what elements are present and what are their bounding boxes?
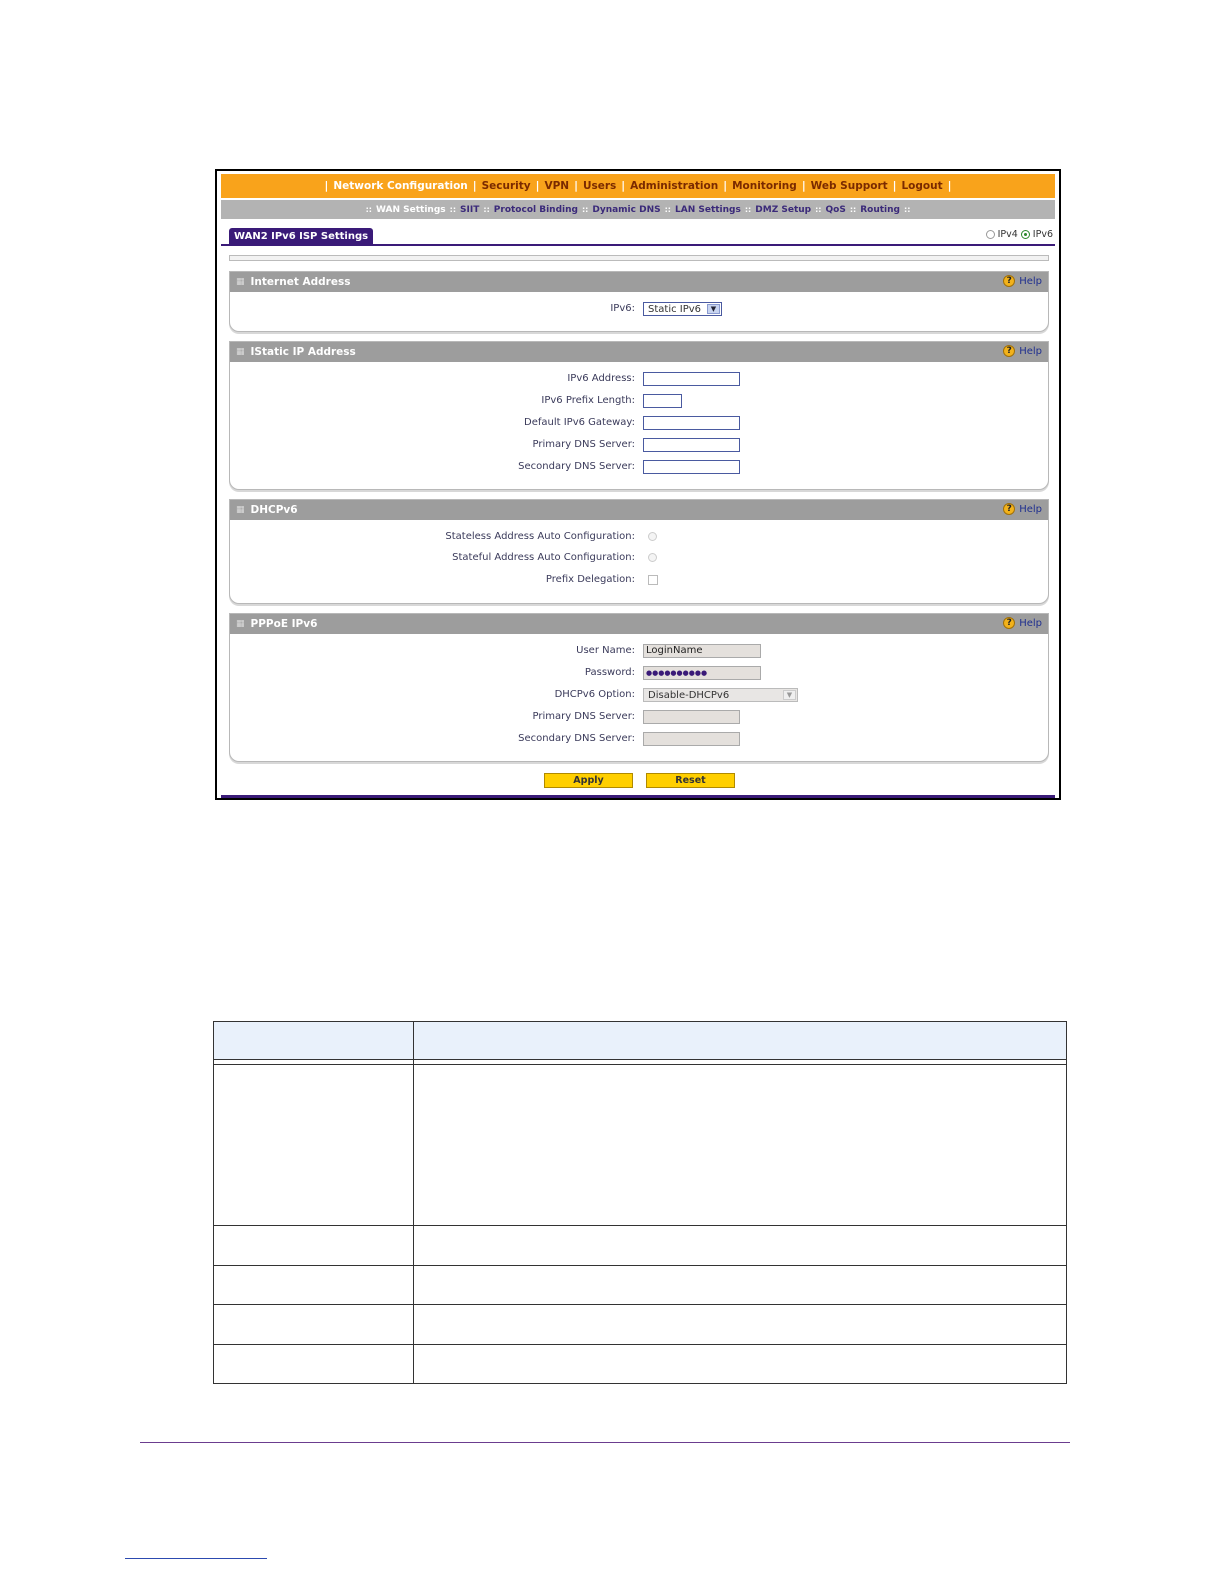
prefix-delegation-checkbox[interactable]: [648, 575, 658, 585]
help-link[interactable]: [1003, 275, 1042, 287]
user-name-input[interactable]: LoginName: [643, 644, 761, 658]
table-cell: [414, 1266, 1067, 1305]
section-title: DHCPv6: [250, 504, 298, 516]
password-input[interactable]: ●●●●●●●●●●: [643, 666, 761, 680]
section-title: IStatic IP Address: [250, 346, 356, 358]
secondary-dns-row: [230, 460, 1048, 476]
nav-vpn[interactable]: VPN: [544, 180, 570, 192]
table-cell: [214, 1266, 414, 1305]
gateway-input[interactable]: [643, 416, 740, 430]
primary-dns-row: [230, 438, 1048, 454]
stateless-radio[interactable]: [648, 532, 657, 541]
ipv6-radio[interactable]: [1021, 230, 1030, 239]
nav-security[interactable]: Security: [481, 180, 531, 192]
table-cell: [414, 1065, 1067, 1226]
ipv6-address-label: IPv6 Address:: [567, 373, 635, 384]
stateless-row: [230, 530, 1048, 546]
ipv6-address-input[interactable]: [643, 372, 740, 386]
stateful-row: [230, 551, 1048, 567]
subnav-siit[interactable]: SIIT: [460, 204, 480, 215]
sub-navigation: [221, 200, 1055, 219]
tab-wan2-ipv6-isp-settings[interactable]: WAN2 IPv6 ISP Settings: [229, 228, 373, 245]
prefix-delegation-row: [230, 573, 1048, 589]
nav-network-configuration[interactable]: Network Configuration: [333, 180, 468, 192]
nav-administration[interactable]: Administration: [630, 180, 719, 192]
pppoe-primary-dns-label: Primary DNS Server:: [532, 711, 635, 722]
table-cell: [214, 1345, 414, 1384]
ipv6-address-row: [230, 372, 1048, 388]
help-link[interactable]: [1003, 617, 1042, 629]
chevron-down-icon: ▼: [707, 304, 720, 314]
chevron-down-icon: ▼: [783, 690, 796, 700]
nav-separator: |: [892, 180, 897, 192]
subnav-separator: ::: [744, 205, 752, 214]
nav-separator: |: [472, 180, 477, 192]
message-bar: [229, 255, 1049, 261]
prefix-length-input[interactable]: [643, 394, 682, 408]
help-icon: ?: [1003, 503, 1015, 515]
pppoe-primary-dns-input[interactable]: [643, 710, 740, 724]
subnav-separator: ::: [815, 205, 822, 214]
ipv6-mode-label: IPv6:: [610, 303, 635, 314]
stateful-radio[interactable]: [648, 553, 657, 562]
table-row: [214, 1345, 1067, 1384]
subnav-wan-settings[interactable]: WAN Settings: [376, 204, 446, 215]
subnav-qos[interactable]: QoS: [825, 204, 846, 215]
stateless-label: Stateless Address Auto Configuration:: [445, 531, 635, 542]
user-name-row: [230, 644, 1048, 660]
ip-version-selector: [986, 229, 1053, 240]
nav-separator: |: [535, 180, 540, 192]
dhcpv6-option-label: DHCPv6 Option:: [554, 689, 635, 700]
nav-logout[interactable]: Logout: [901, 180, 943, 192]
table-cell: [414, 1345, 1067, 1384]
nav-monitoring[interactable]: Monitoring: [732, 180, 797, 192]
prefix-length-label: IPv6 Prefix Length:: [541, 395, 635, 406]
primary-dns-label: Primary DNS Server:: [532, 439, 635, 450]
prefix-delegation-label: Prefix Delegation:: [545, 574, 635, 585]
pppoe-ipv6-section: [229, 613, 1049, 762]
grip-icon: ▦: [236, 277, 245, 287]
section-header: [230, 500, 1048, 520]
section-header: [230, 342, 1048, 362]
help-label: Help: [1019, 275, 1042, 287]
nav-separator: |: [621, 180, 626, 192]
secondary-dns-label: Secondary DNS Server:: [518, 461, 635, 472]
pppoe-secondary-dns-row: [230, 732, 1048, 748]
subnav-separator: ::: [664, 205, 671, 214]
table-cell: [214, 1305, 414, 1345]
subnav-routing[interactable]: Routing: [860, 204, 900, 215]
help-icon: ?: [1003, 617, 1015, 629]
top-navigation: [221, 174, 1055, 198]
nav-separator: |: [574, 180, 578, 192]
router-settings-screenshot: [215, 169, 1061, 800]
grip-icon: ▦: [236, 505, 245, 515]
help-icon: ?: [1003, 275, 1015, 287]
section-header: [230, 614, 1048, 634]
password-label: Password:: [584, 667, 635, 678]
nav-separator: |: [801, 180, 806, 192]
table-row: [214, 1266, 1067, 1305]
dhcpv6-option-row: [230, 688, 1048, 704]
dhcpv6-option-select[interactable]: [643, 688, 798, 702]
subnav-separator: ::: [483, 205, 490, 214]
ipv4-radio[interactable]: [986, 230, 995, 239]
help-icon: ?: [1003, 345, 1015, 357]
section-title: Internet Address: [250, 276, 351, 288]
user-name-label: User Name:: [576, 645, 635, 656]
ipv4-label: IPv4: [997, 229, 1018, 240]
prefix-length-row: [230, 394, 1048, 410]
subnav-separator: ::: [904, 205, 911, 214]
table-row: [214, 1305, 1067, 1345]
secondary-dns-input[interactable]: [643, 460, 740, 474]
subnav-separator: ::: [365, 205, 372, 214]
internet-address-section: [229, 271, 1049, 332]
settings-description-table: [213, 1021, 1067, 1384]
nav-separator: |: [324, 180, 329, 192]
table-row: [214, 1226, 1067, 1266]
reset-button[interactable]: Reset: [646, 773, 735, 788]
footer-divider: [140, 1442, 1070, 1443]
subnav-separator: ::: [849, 205, 857, 214]
table-cell: [414, 1305, 1067, 1345]
subnav-lan-settings[interactable]: LAN Settings: [675, 204, 741, 215]
nav-separator: |: [947, 180, 952, 192]
gateway-label: Default IPv6 Gateway:: [524, 417, 635, 428]
table-cell: [414, 1226, 1067, 1266]
table-header-row: [214, 1022, 1067, 1060]
help-label: Help: [1019, 617, 1042, 629]
ipv6-mode-select[interactable]: [643, 302, 722, 316]
stateful-label: Stateful Address Auto Configuration:: [452, 552, 635, 563]
pppoe-primary-dns-row: [230, 710, 1048, 726]
nav-web-support[interactable]: Web Support: [810, 180, 888, 192]
primary-dns-input[interactable]: [643, 438, 740, 452]
nav-separator: |: [723, 180, 728, 192]
help-link[interactable]: [1003, 345, 1042, 357]
ipv6-mode-value: Static IPv6: [648, 303, 702, 315]
pppoe-secondary-dns-label: Secondary DNS Server:: [518, 733, 635, 744]
table-header-cell: [214, 1022, 414, 1060]
nav-users[interactable]: Users: [582, 180, 617, 192]
table-row: [214, 1065, 1067, 1226]
section-header: [230, 272, 1048, 292]
ipv6-mode-row: [230, 302, 1048, 318]
ipv6-label: IPv6: [1032, 229, 1053, 240]
footer-link-underline[interactable]: [125, 1558, 267, 1559]
static-ip-section: [229, 341, 1049, 490]
grip-icon: ▦: [236, 347, 245, 357]
subnav-separator: ::: [449, 205, 457, 214]
grip-icon: ▦: [236, 619, 245, 629]
help-label: Help: [1019, 345, 1042, 357]
table-cell: [214, 1226, 414, 1266]
bottom-border: [221, 795, 1055, 798]
section-title: PPPoE IPv6: [250, 618, 318, 630]
table-cell: [214, 1065, 414, 1226]
gateway-row: [230, 416, 1048, 432]
table-header-cell: [414, 1022, 1067, 1060]
subnav-protocol-binding[interactable]: Protocol Binding: [493, 204, 578, 215]
help-link[interactable]: [1003, 503, 1042, 515]
pppoe-secondary-dns-input[interactable]: [643, 732, 740, 746]
subnav-separator: ::: [581, 205, 589, 214]
password-row: [230, 666, 1048, 682]
subnav-dynamic-dns[interactable]: Dynamic DNS: [592, 204, 661, 215]
apply-button[interactable]: Apply: [544, 773, 633, 788]
subnav-dmz-setup[interactable]: DMZ Setup: [755, 204, 812, 215]
help-label: Help: [1019, 503, 1042, 515]
dhcpv6-section: [229, 499, 1049, 604]
dhcpv6-option-value: Disable-DHCPv6: [648, 689, 730, 701]
tab-underline: [221, 244, 1055, 246]
